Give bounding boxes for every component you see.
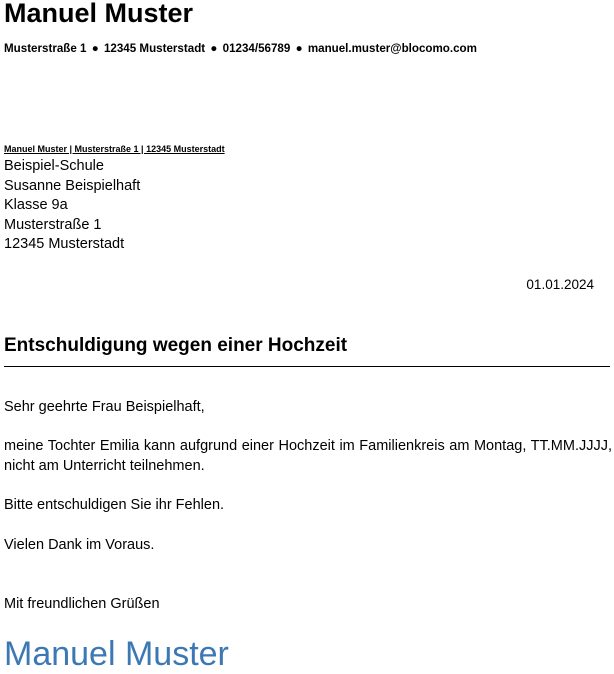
recipient-address: [4, 157, 140, 255]
closing-formula: Mit freundlichen Grüßen: [4, 596, 160, 612]
body-paragraph: Bitte entschuldigen Sie ihr Fehlen.: [4, 497, 225, 513]
body-paragraph: Vielen Dank im Voraus.: [4, 537, 155, 553]
recipient-line: Klasse 9a: [4, 197, 68, 214]
sender-name: Manuel Muster: [4, 0, 194, 28]
sender-phone: 01234/56789: [222, 42, 291, 55]
sender-city: 12345 Musterstadt: [103, 42, 206, 55]
salutation: Sehr geehrte Frau Beispielhaft,: [4, 399, 205, 415]
sender-street: Musterstraße 1: [4, 42, 87, 55]
signature: Manuel Muster: [4, 635, 229, 673]
letter-date: 01.01.2024: [526, 277, 594, 292]
bullet-separator-icon: ●: [91, 42, 99, 55]
body-paragraph: meine Tochter Emilia kann aufgrund einer Hochzeit im Familienkreis am Montag, TT.MM.JJJJ, nicht am Unterricht teilnehmen.: [4, 438, 612, 474]
return-address-line: Manuel Muster | Musterstraße 1 | 12345 Musterstadt: [4, 144, 225, 154]
subject-divider: [4, 366, 610, 367]
bullet-separator-icon: ●: [210, 42, 218, 55]
recipient-line: Musterstraße 1: [4, 216, 102, 233]
letter-subject: Entschuldigung wegen einer Hochzeit: [4, 335, 348, 356]
recipient-line: 12345 Musterstadt: [4, 236, 125, 253]
recipient-line: Beispiel-Schule: [4, 158, 104, 174]
sender-email: manuel.muster@blocomo.com: [307, 42, 477, 55]
recipient-line: Susanne Beispielhaft: [4, 177, 141, 194]
sender-contact-line: [4, 41, 477, 57]
bullet-separator-icon: ●: [295, 42, 303, 55]
